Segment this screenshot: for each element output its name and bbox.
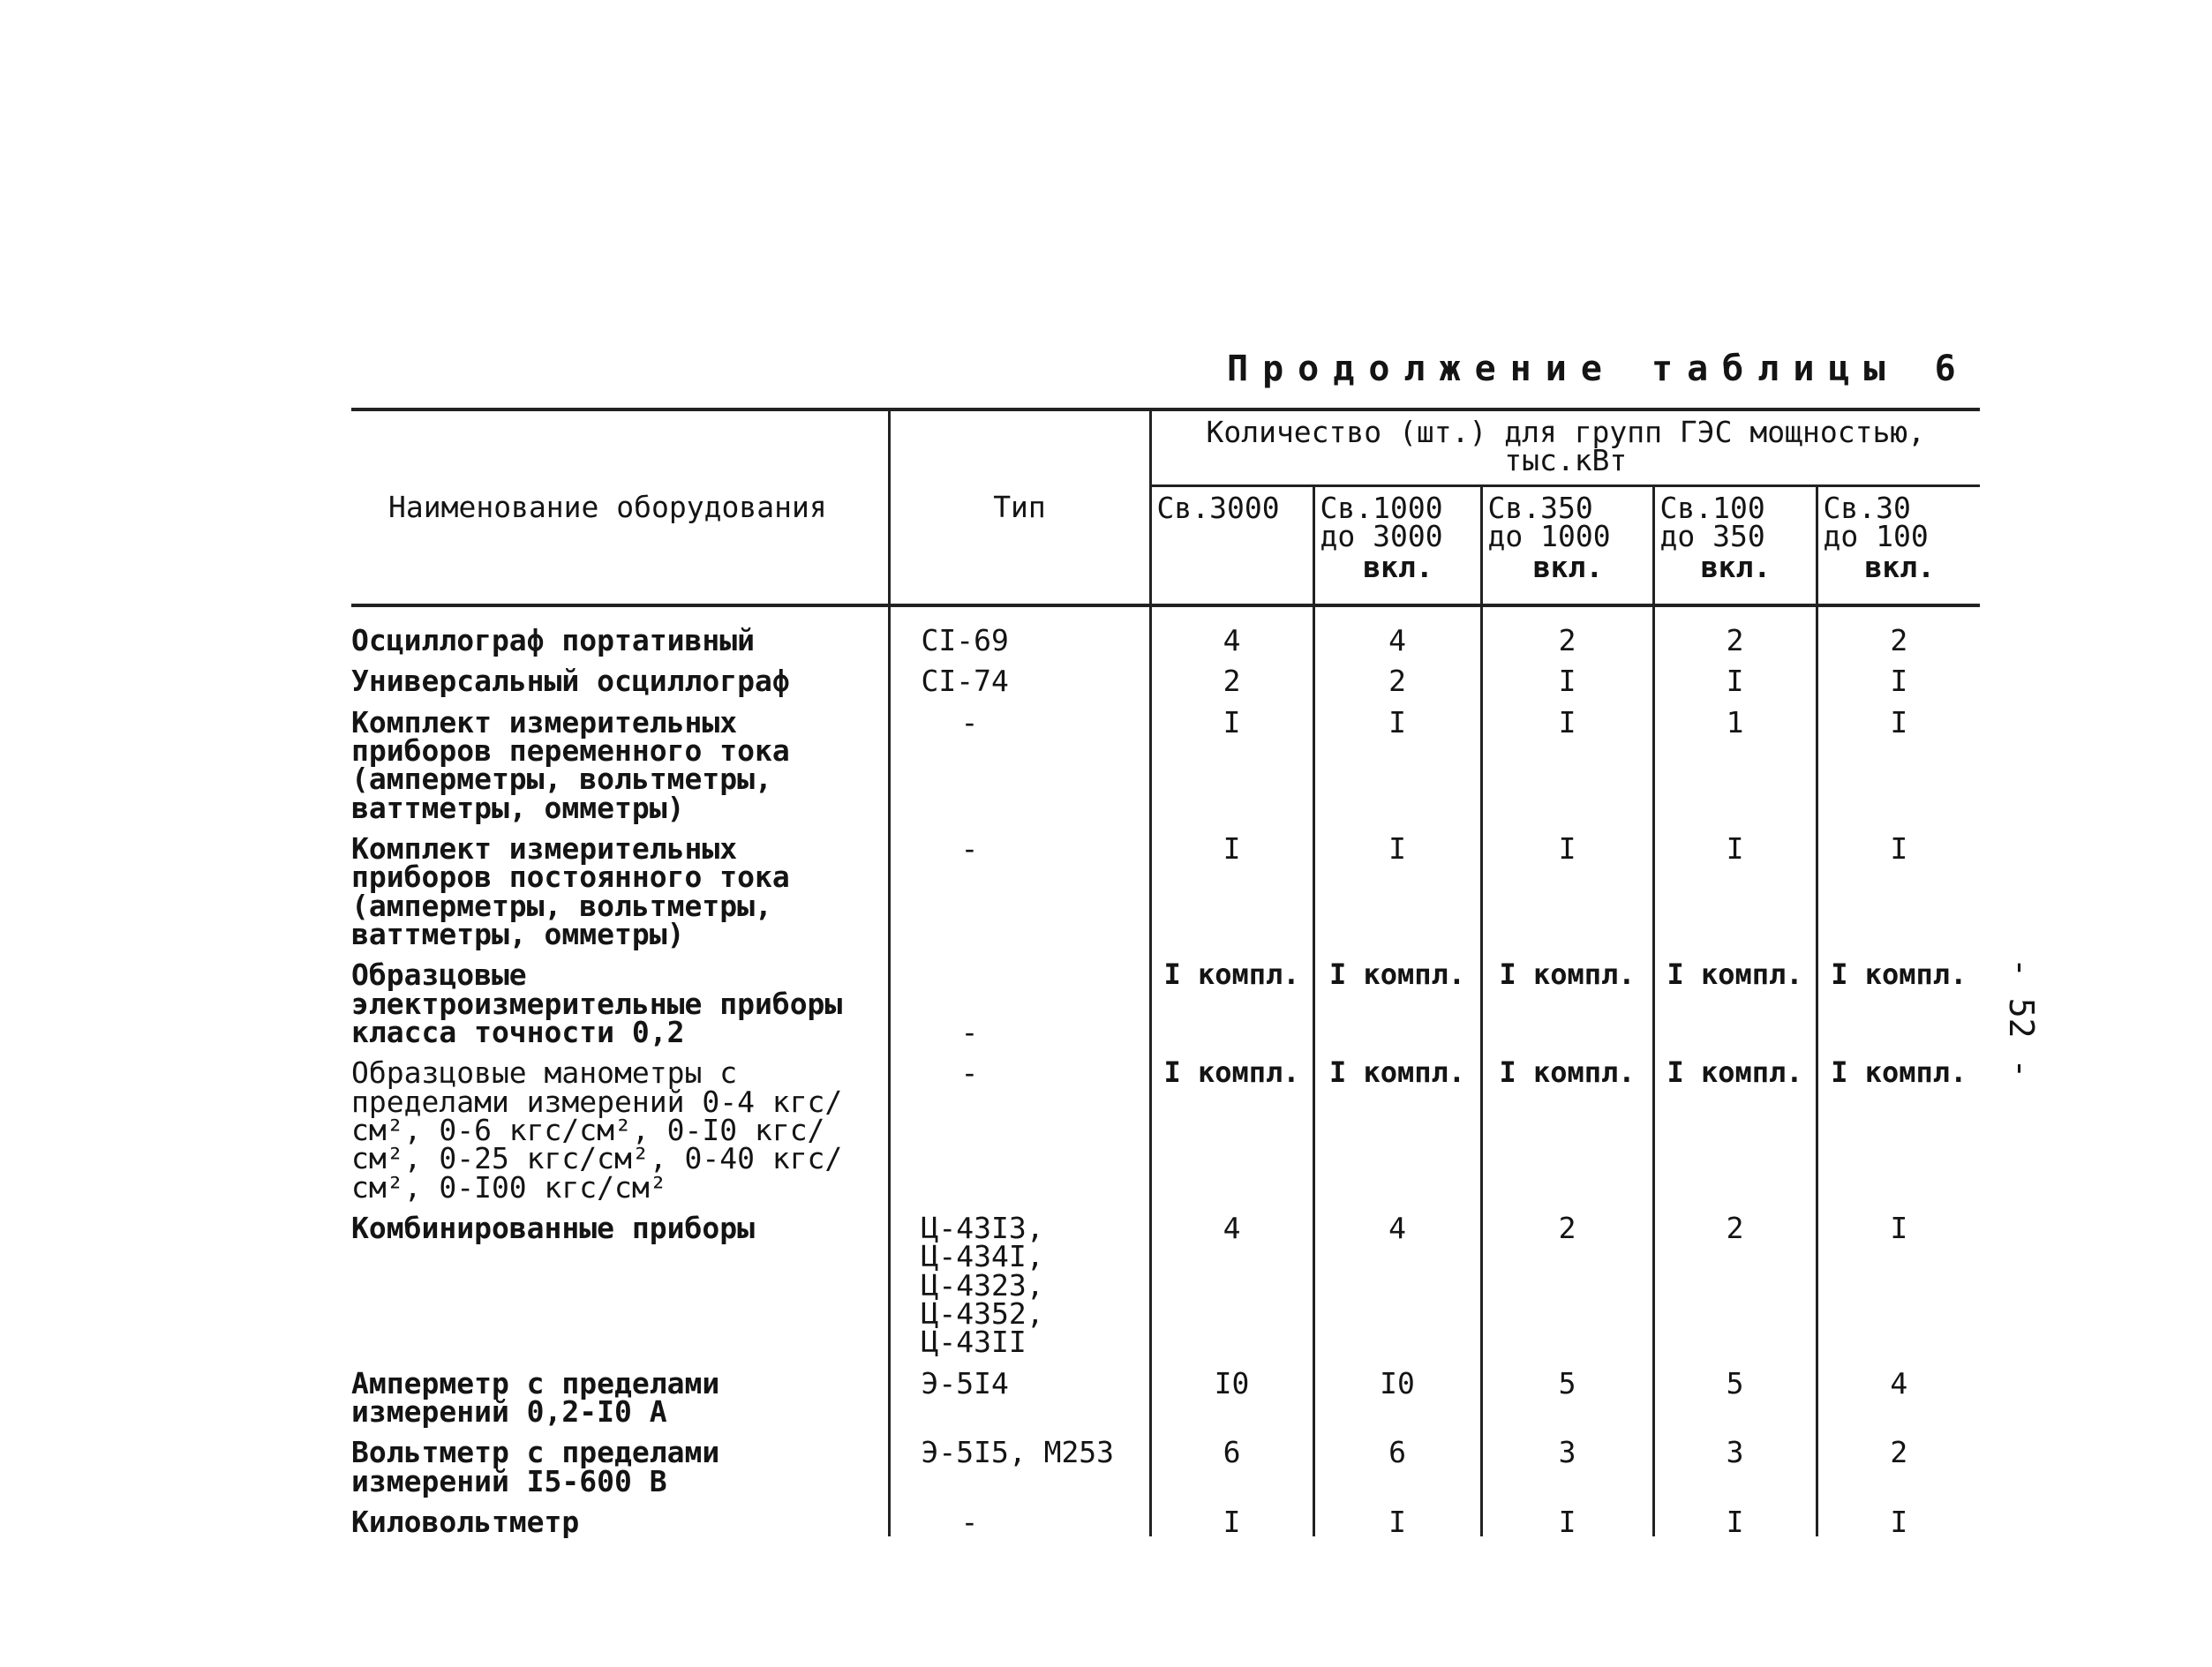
table-row <box>351 961 1980 1059</box>
header-group-2-line1: Св.1000 <box>1320 491 1443 525</box>
row-qty-1: I <box>1150 709 1313 835</box>
row-qty-2: 4 <box>1313 605 1481 667</box>
table-row <box>351 1508 1980 1536</box>
row-qty-5: I компл. <box>1831 957 1967 992</box>
row-qty-3: 2 <box>1481 605 1653 667</box>
row-qty-4: I <box>1653 667 1817 708</box>
table-caption: Продолжение таблицы 6 <box>1227 349 1970 389</box>
row-name: Универсальный осциллограф <box>351 667 889 708</box>
header-group-5-line1: Св.30 <box>1823 491 1911 525</box>
row-qty-1: I0 <box>1150 1370 1313 1439</box>
table-row <box>351 709 1980 835</box>
row-qty-3: I <box>1481 1508 1653 1536</box>
row-qty-5: I <box>1890 1210 1908 1245</box>
row-name: Киловольтметр <box>351 1508 889 1536</box>
row-qty-1: I <box>1150 1508 1313 1536</box>
row-qty-2: I <box>1313 1508 1481 1536</box>
header-group-3 <box>1481 486 1653 606</box>
table-row <box>351 835 1980 961</box>
row-qty-3: I <box>1481 667 1653 708</box>
equipment-table-container <box>351 408 1967 1539</box>
row-name: Осциллограф портативный <box>351 605 889 667</box>
row-qty-1: I компл. <box>1150 961 1313 1059</box>
row-type: - <box>889 1059 1150 1214</box>
row-qty-2: I <box>1313 835 1481 961</box>
row-qty-1: 4 <box>1150 605 1313 667</box>
header-name-column: Наименование оборудования <box>351 409 889 605</box>
row-qty-2: 6 <box>1313 1438 1481 1508</box>
header-group-4 <box>1653 486 1817 606</box>
row-name: Амперметр с пределами измерений 0,2-I0 А <box>351 1370 889 1439</box>
row-qty-5: I <box>1890 704 1908 740</box>
equipment-table <box>351 408 1980 1539</box>
row-qty-3: I компл. <box>1481 1059 1653 1214</box>
header-group-3-line1: Св.350 <box>1487 491 1593 525</box>
row-qty-1: 2 <box>1150 667 1313 708</box>
row-qty-4: I <box>1653 1508 1817 1536</box>
row-qty-5: I компл. <box>1831 1055 1967 1090</box>
row-name: Образцовые электроизмерительные приборы класса точности 0,2 <box>351 961 889 1059</box>
row-type: - <box>889 835 1150 961</box>
header-group-5 <box>1817 486 1980 606</box>
table-row <box>351 1059 1980 1214</box>
row-type: СI-69 <box>889 605 1150 667</box>
row-name: Комплект измерительных приборов переменного тока (амперметры, вольтметры, ваттметры, омметры) <box>351 709 889 835</box>
row-name: Комплект измерительных приборов постоянного тока (амперметры, вольтметры, ваттметры, омметры) <box>351 835 889 961</box>
row-qty-1: I <box>1150 835 1313 961</box>
table-row <box>351 667 1980 708</box>
row-type: - <box>889 961 1150 1059</box>
row-qty-3: I <box>1481 709 1653 835</box>
row-qty-5: I <box>1890 664 1908 699</box>
header-type-column: Тип <box>889 409 1150 605</box>
row-qty-4: 1 <box>1653 709 1817 835</box>
row-type: - <box>889 709 1150 835</box>
header-group-3-line2: до 1000 <box>1487 519 1611 554</box>
table-header <box>351 409 1980 605</box>
row-qty-3: I <box>1481 835 1653 961</box>
row-qty-5: 4 <box>1890 1365 1908 1400</box>
row-qty-4: I <box>1653 835 1817 961</box>
row-name: Образцовые манометры с пределами измерений 0-4 кгс/см², 0-6 кгс/см², 0-I0 кгс/см², 0-25 кгс/см², 0-40 кгс/см², 0-I00 кгс/см² <box>351 1059 889 1214</box>
row-qty-4: 2 <box>1653 605 1817 667</box>
table-body <box>351 605 1980 1539</box>
row-type: Ц-43I3, Ц-434I, Ц-4323, Ц-4352, Ц-43II <box>889 1214 1150 1370</box>
row-qty-1: I компл. <box>1150 1059 1313 1214</box>
header-quantity-group: Количество (шт.) для групп ГЭС мощностью, тыс.кВт <box>1150 409 1980 486</box>
row-type: Э-5I4 <box>889 1370 1150 1439</box>
row-type: Э-5I5, М253 <box>889 1438 1150 1508</box>
row-qty-2: I0 <box>1313 1370 1481 1439</box>
header-group-4-line1: Св.100 <box>1659 491 1765 525</box>
table-row <box>351 605 1980 667</box>
table-row <box>351 1370 1980 1439</box>
row-qty-1: 4 <box>1150 1214 1313 1370</box>
row-qty-5: 2 <box>1890 623 1908 657</box>
header-group-4-line2: до 350 <box>1659 519 1765 554</box>
row-qty-5: I <box>1890 1504 1908 1539</box>
header-group-5-line3: вкл. <box>1864 549 1935 584</box>
row-qty-3: 2 <box>1481 1214 1653 1370</box>
header-group-2-line3: вкл. <box>1363 549 1433 584</box>
row-type: СI-74 <box>889 667 1150 708</box>
header-group-2 <box>1313 486 1481 606</box>
header-group-1-line1: Св.3000 <box>1156 491 1280 525</box>
row-qty-3: 5 <box>1481 1370 1653 1439</box>
table-row <box>351 1438 1980 1508</box>
row-qty-4: I компл. <box>1653 961 1817 1059</box>
row-qty-2: 2 <box>1313 667 1481 708</box>
header-group-5-line2: до 100 <box>1823 519 1929 554</box>
row-qty-5: I <box>1890 830 1908 866</box>
row-qty-4: I компл. <box>1653 1059 1817 1214</box>
row-qty-3: I компл. <box>1481 961 1653 1059</box>
row-qty-2: 4 <box>1313 1214 1481 1370</box>
header-group-3-line3: вкл. <box>1532 549 1604 584</box>
header-group-4-line3: вкл. <box>1700 549 1772 584</box>
row-name: Вольтметр с пределами измерений I5-600 В <box>351 1438 889 1508</box>
row-qty-4: 5 <box>1653 1370 1817 1439</box>
row-type: - <box>889 1508 1150 1536</box>
row-qty-1: 6 <box>1150 1438 1313 1508</box>
row-qty-4: 3 <box>1653 1438 1817 1508</box>
row-qty-2: I компл. <box>1313 961 1481 1059</box>
page-number: - 52 - <box>2002 957 2041 1079</box>
table-row <box>351 1214 1980 1370</box>
row-qty-4: 2 <box>1653 1214 1817 1370</box>
row-qty-2: I <box>1313 709 1481 835</box>
header-group-1 <box>1150 486 1313 606</box>
row-qty-3: 3 <box>1481 1438 1653 1508</box>
row-qty-2: I компл. <box>1313 1059 1481 1214</box>
row-qty-5: 2 <box>1890 1435 1908 1470</box>
header-group-2-line2: до 3000 <box>1320 519 1443 554</box>
row-name: Комбинированные приборы <box>351 1214 889 1370</box>
